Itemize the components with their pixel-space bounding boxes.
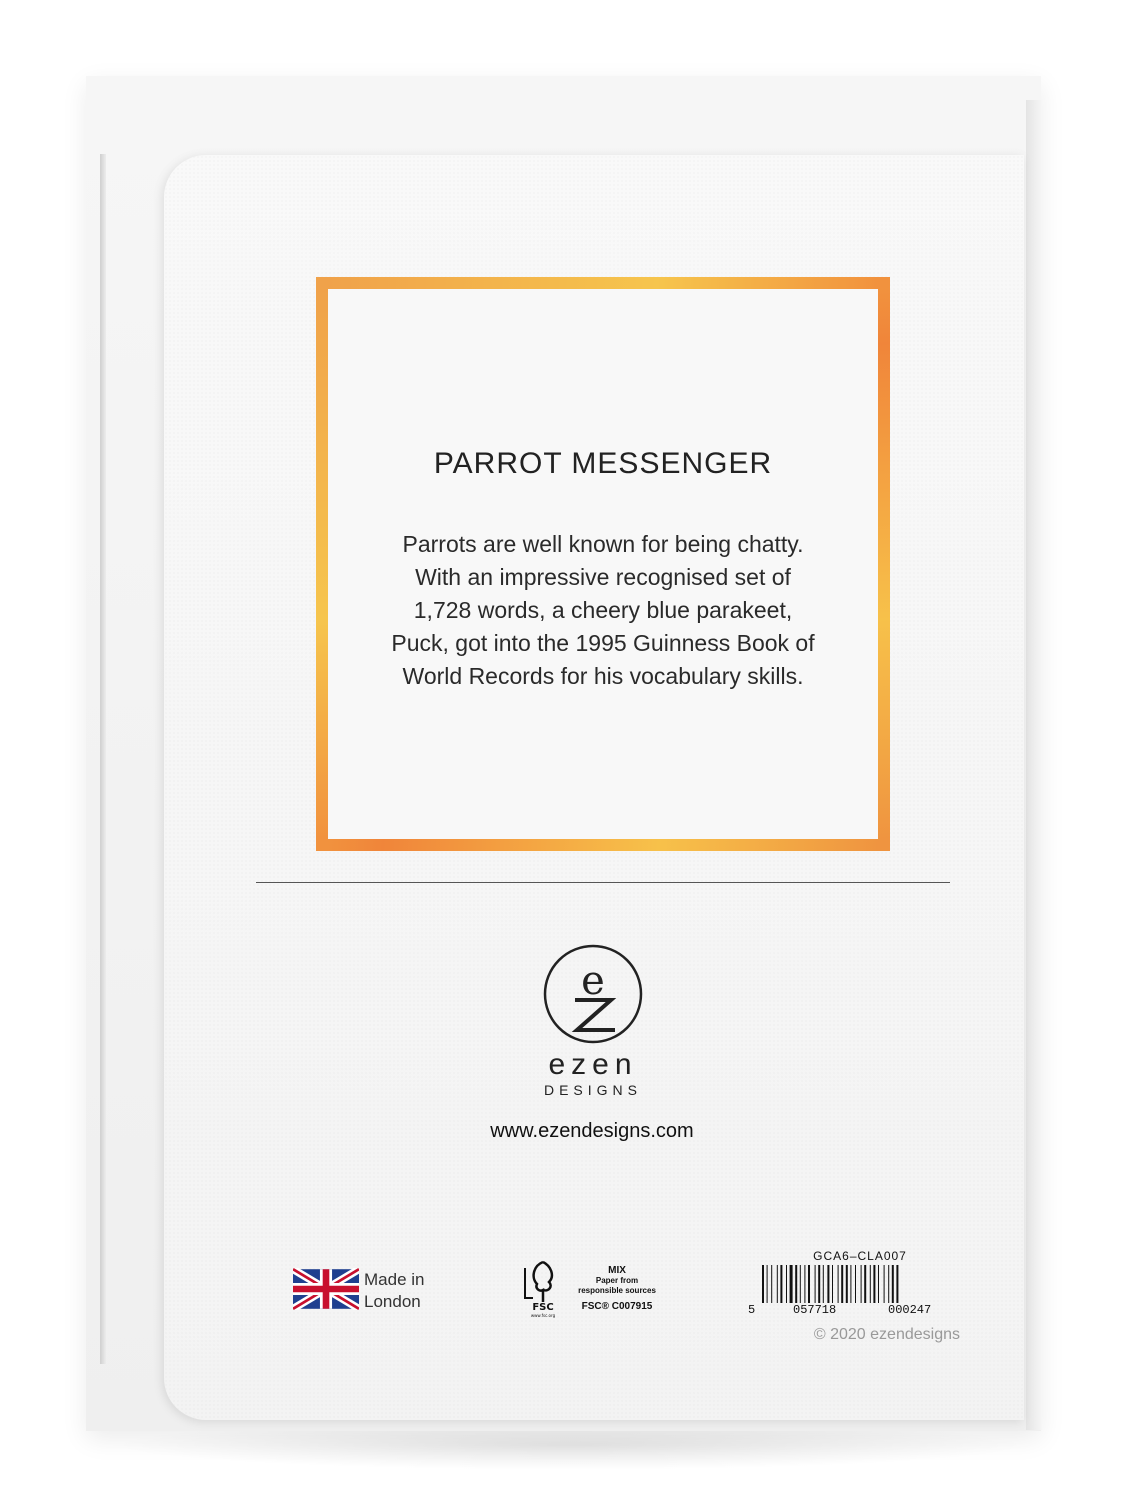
website-url: www.ezendesigns.com [490,1120,694,1142]
barcode-bar [780,1265,782,1303]
barcode-bar [878,1265,879,1303]
barcode-bar [884,1265,885,1303]
barcode-bar [892,1265,894,1303]
barcode-digit-prefix: 5 [748,1303,756,1317]
barcode-bar [800,1265,801,1303]
divider [256,882,950,883]
barcode-bar [841,1265,843,1303]
envelope-right-edge [1026,100,1042,1430]
barcode-bar [827,1265,829,1303]
fsc-label: FSC [532,1302,554,1313]
barcode-bar [896,1265,898,1303]
fsc-line2: responsible sources [578,1286,656,1295]
barcode-bar [888,1265,889,1303]
barcode-bar [850,1265,851,1303]
brand-subtitle: DESIGNS [543,1082,642,1098]
made-in-label [364,1269,424,1313]
barcode-bar [790,1265,793,1303]
fsc-site: www.fsc.org [530,1313,556,1318]
copyright: © 2020 ezendesigns [813,1326,960,1343]
brand-name: ezen [548,1048,638,1081]
barcode-digits-right: 000247 [888,1303,932,1317]
barcode-bar [795,1265,797,1303]
barcode-bar [767,1265,768,1303]
fsc-certification [572,1266,662,1312]
barcode-bar [864,1265,866,1303]
barcode-bar [818,1265,820,1303]
barcode-bar [771,1265,772,1303]
card-title: PARROT MESSENGER [433,447,773,480]
barcode-bar [873,1265,875,1303]
barcode-bar [846,1265,848,1303]
barcode-bar [870,1265,871,1303]
made-in-line2: London [364,1292,421,1311]
barcode-bar [838,1265,839,1303]
uk-flag-icon [293,1268,359,1310]
envelope-edge [100,154,106,1364]
fsc-line1: Paper from [595,1276,639,1285]
barcode-bar [855,1265,856,1303]
barcode-bar [777,1265,778,1303]
product-code: GCA6–CLA007 [813,1249,907,1263]
svg-text:e: e [581,958,605,1004]
card-description: Parrots are well known for being chatty. With an impressive recognised set of 1,728 words, a cheery blue parakeet, Puck, got into the 1995 Guinness Book of World Records for his vocabulary skills. [391,531,815,689]
barcode-bar [861,1265,862,1303]
barcode-bar [786,1265,787,1303]
fsc-mix: MIX [608,1265,626,1276]
ezen-logo-icon [543,944,643,1044]
barcode-bar [808,1265,810,1303]
barcode-bar [762,1265,764,1303]
barcode [760,1265,965,1303]
barcode-bar [823,1265,824,1303]
barcode-bar [832,1265,833,1303]
barcode-digits-left: 057718 [793,1303,837,1317]
fsc-tree-icon [519,1258,567,1318]
barcode-bar [815,1265,816,1303]
made-in-line1: Made in [364,1270,425,1289]
barcode-bar [804,1265,805,1303]
fsc-code: FSC® C007915 [581,1301,653,1312]
